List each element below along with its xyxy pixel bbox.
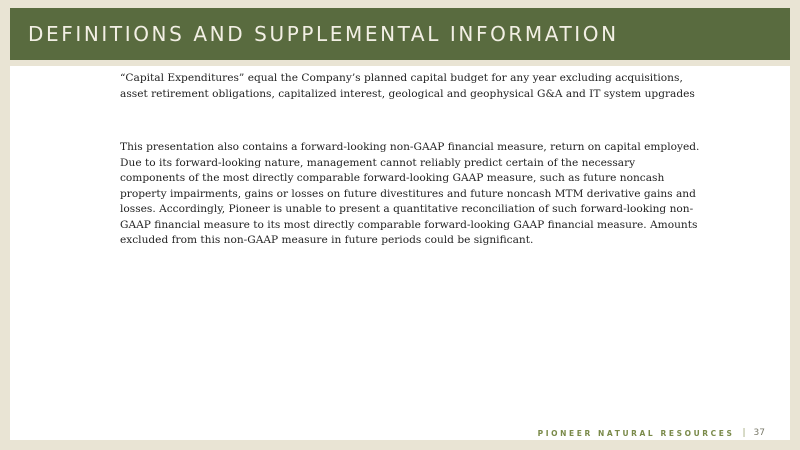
capex-definition-paragraph: “Capital Expenditures” equal the Company’s planned capital budget for any year excluding acquisitions, asset retirement obligations, capitalized interest, geological and geophysical G&A and IT system upgrades xyxy=(120,72,695,100)
content-panel xyxy=(10,66,790,440)
footer-separator: | xyxy=(742,428,746,438)
title-bar xyxy=(10,8,790,60)
non-gaap-disclaimer-paragraph: This presentation also contains a forward-looking non-GAAP financial measure, return on capital employed. Due to its forward-looking nature, management cannot reliably predict certain of the necessary components of the most directly comparable forward-looking GAAP measure, such as future noncash property impairments, gains or losses on future divestitures and future noncash MTM derivative gains and losses. Accordingly, Pioneer is unable to present a quantitative reconciliation of such forward-looking non-GAAP financial measure to its most directly comparable forward-looking GAAP financial measure. Amounts excluded from this non-GAAP measure in future periods could be significant. xyxy=(120,141,700,246)
footer-company-name: PIONEER NATURAL RESOURCES xyxy=(537,428,735,438)
page-number: 37 xyxy=(753,428,765,438)
slide-title: DEFINITIONS AND SUPPLEMENTAL INFORMATION xyxy=(28,22,619,46)
footer xyxy=(538,428,765,438)
